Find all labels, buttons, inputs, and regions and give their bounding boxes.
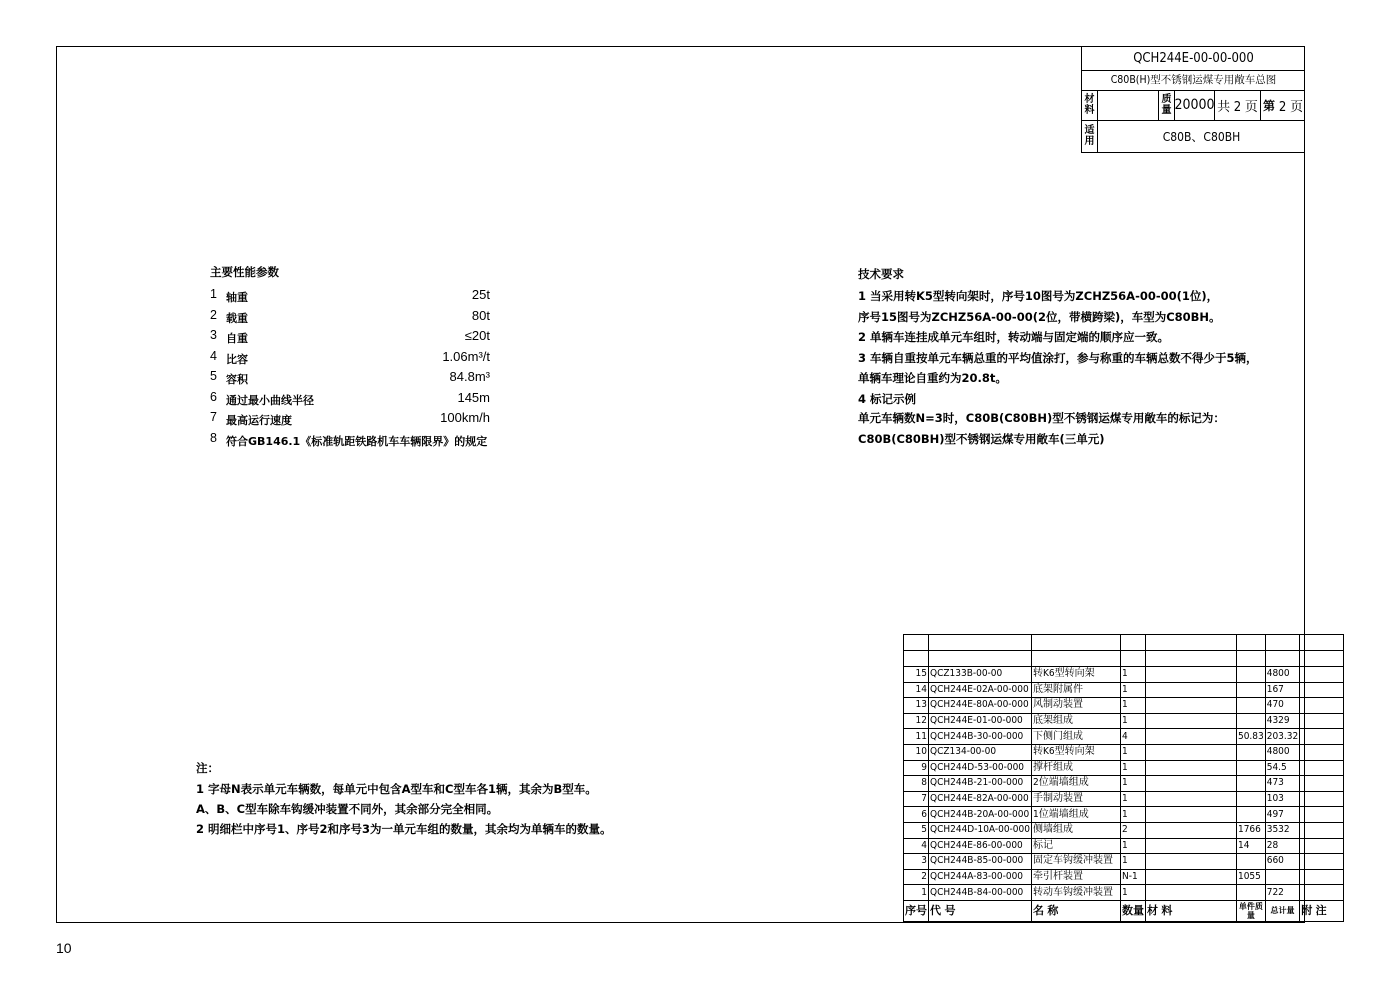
- table-cell: QCH244E-02A-00-000: [929, 682, 1032, 698]
- table-cell: 4: [1120, 729, 1145, 745]
- table-cell: [1300, 854, 1344, 870]
- table-cell: [1300, 682, 1344, 698]
- table-cell: [1265, 869, 1299, 885]
- table-row: [904, 667, 1344, 683]
- param-row: 8 符合GB146.1《标准轨距铁路机车车辆限界》的规定: [210, 430, 488, 448]
- table-cell: 11: [904, 729, 929, 745]
- table-cell: [1236, 713, 1265, 729]
- table-cell: 1055: [1236, 869, 1265, 885]
- table-cell: 牵引杆装置: [1031, 869, 1120, 885]
- table-header-cell: 序号: [904, 900, 929, 921]
- table-cell: 4329: [1265, 713, 1299, 729]
- table-cell: 1: [1120, 854, 1145, 870]
- table-cell: 4800: [1265, 744, 1299, 760]
- table-header-cell: 材 料: [1145, 900, 1236, 921]
- table-cell: [1236, 807, 1265, 823]
- table-cell: [1236, 682, 1265, 698]
- param-row: 6 通过最小曲线半径 145m: [210, 389, 490, 407]
- table-cell: [1145, 776, 1236, 792]
- table-cell: QCH244E-80A-00-000: [929, 698, 1032, 714]
- table-header-cell: 附 注: [1300, 900, 1344, 921]
- note-line: 1 字母N表示单元车辆数，每单元中包含A型车和C型车各1辆，其余为B型车。: [196, 782, 597, 796]
- table-row: [904, 651, 1344, 667]
- table-cell: 5: [904, 822, 929, 838]
- title-block-applies-row: [1082, 120, 1305, 152]
- table-header-cell: 代 号: [929, 900, 1032, 921]
- table-row: [904, 822, 1344, 838]
- table-cell: QCH244E-01-00-000: [929, 713, 1032, 729]
- table-cell: [1236, 885, 1265, 901]
- table-cell: 12: [904, 713, 929, 729]
- table-row: [904, 791, 1344, 807]
- table-cell: [1300, 885, 1344, 901]
- table-cell: 标记: [1031, 838, 1120, 854]
- param-row: 7 最高运行速度 100km/h: [210, 410, 490, 427]
- table-cell: QCH244B-21-00-000: [929, 776, 1032, 792]
- table-row: [904, 854, 1344, 870]
- table-cell: 1: [1120, 776, 1145, 792]
- tech-line: 序号15图号为ZCHZ56A-00-00(2位，带横跨梁)，车型为C80BH。: [858, 309, 1221, 324]
- table-cell: 1: [1120, 885, 1145, 901]
- table-cell: QCH244B-84-00-000: [929, 885, 1032, 901]
- table-cell: 15: [904, 667, 929, 683]
- params-heading: 主要性能参数: [210, 265, 279, 279]
- table-cell: [1300, 822, 1344, 838]
- table-cell: [1145, 682, 1236, 698]
- table-cell: QCH244D-53-00-000: [929, 760, 1032, 776]
- table-cell: 1: [1120, 838, 1145, 854]
- table-cell: 203.32: [1265, 729, 1299, 745]
- table-cell: 风制动装置: [1031, 698, 1120, 714]
- table-cell: [1236, 791, 1265, 807]
- table-cell: 1: [904, 885, 929, 901]
- table-cell: 转K6型转向架: [1031, 667, 1120, 683]
- table-cell: [1236, 776, 1265, 792]
- table-cell: 1: [1120, 698, 1145, 714]
- table-cell: [1300, 791, 1344, 807]
- table-cell: [1145, 885, 1236, 901]
- mass-label: 质量: [1161, 94, 1172, 116]
- table-cell: [1145, 838, 1236, 854]
- table-header-row: [904, 900, 1344, 921]
- table-cell: 14: [1236, 838, 1265, 854]
- table-cell: 50.83: [1236, 729, 1265, 745]
- sheet-no-label: 第: [1262, 98, 1275, 113]
- param-row: 5 容积 84.8m³: [210, 369, 490, 386]
- table-cell: [1236, 744, 1265, 760]
- tech-line: 1 当采用转K5型转向架时，序号10图号为ZCHZ56A-00-00(1位)，: [858, 289, 1219, 303]
- table-cell: [1300, 807, 1344, 823]
- drawing-number: QCH244E-00-00-000: [1082, 47, 1305, 71]
- table-cell: 1: [1120, 807, 1145, 823]
- tech-line: 3 车辆自重按单元车辆总重的平均值涂打，参与称重的车辆总数不得少于5辆，: [858, 350, 1258, 365]
- table-cell: 13: [904, 698, 929, 714]
- table-cell: QCH244B-30-00-000: [929, 729, 1032, 745]
- table-row: [904, 682, 1344, 698]
- table-header-cell: 总计量: [1265, 900, 1299, 921]
- tech-line: 单元车辆数N=3时，C80B(C80BH)型不锈钢运煤专用敞车的标记为：: [858, 411, 1225, 425]
- table-cell: 撑杆组成: [1031, 760, 1120, 776]
- table-cell: 手制动装置: [1031, 791, 1120, 807]
- table-cell: [1145, 713, 1236, 729]
- table-cell: QCZ134-00-00: [929, 744, 1032, 760]
- table-cell: 4800: [1265, 667, 1299, 683]
- table-cell: 54.5: [1265, 760, 1299, 776]
- table-cell: 侧墙组成: [1031, 822, 1120, 838]
- table-cell: 1: [1120, 713, 1145, 729]
- param-row: 2 载重 80t: [210, 307, 490, 325]
- table-cell: 14: [904, 682, 929, 698]
- table-cell: 1: [1120, 791, 1145, 807]
- table-cell: 2: [1120, 822, 1145, 838]
- mass-value: 20000: [1175, 90, 1215, 120]
- table-cell: 497: [1265, 807, 1299, 823]
- tech-line: C80B(C80BH)型不锈钢运煤专用敞车(三单元): [858, 432, 1105, 446]
- table-cell: 3532: [1265, 822, 1299, 838]
- notes-heading: 注：: [196, 761, 219, 775]
- table-cell: [1145, 791, 1236, 807]
- table-row: [904, 869, 1344, 885]
- param-row: 1 轴重 25t: [210, 287, 490, 304]
- table-cell: [1300, 838, 1344, 854]
- applies-value: C80B、C80BH: [1162, 129, 1241, 144]
- table-cell: [1300, 713, 1344, 729]
- table-cell: QCH244B-85-00-000: [929, 854, 1032, 870]
- table-cell: [1300, 698, 1344, 714]
- table-row: [904, 698, 1344, 714]
- table-row: [904, 635, 1344, 651]
- table-cell: QCH244D-10A-00-000: [929, 822, 1032, 838]
- table-cell: 470: [1265, 698, 1299, 714]
- tech-line: 单辆车理论自重约为20.8t。: [858, 371, 1007, 385]
- table-row: [904, 729, 1344, 745]
- table-cell: QCZ133B-00-00: [929, 667, 1032, 683]
- table-cell: 722: [1265, 885, 1299, 901]
- applies-label: 适用: [1084, 125, 1095, 147]
- table-cell: [1145, 854, 1236, 870]
- table-cell: 1: [1120, 682, 1145, 698]
- table-cell: [1145, 729, 1236, 745]
- table-cell: QCH244A-83-00-000: [929, 869, 1032, 885]
- table-cell: 103: [1265, 791, 1299, 807]
- table-cell: [1236, 698, 1265, 714]
- table-cell: [1145, 744, 1236, 760]
- table-cell: [1145, 807, 1236, 823]
- table-cell: N-1: [1120, 869, 1145, 885]
- material-value: [1098, 90, 1159, 120]
- note-line: 2 明细栏中序号1、序号2和序号3为一单元车组的数量，其余均为单辆车的数量。: [196, 822, 612, 836]
- table-cell: QCH244E-86-00-000: [929, 838, 1032, 854]
- table-cell: [1300, 667, 1344, 683]
- table-cell: 10: [904, 744, 929, 760]
- tech-line: 2 单辆车连挂成单元车组时，转动端与固定端的顺序应一致。: [858, 330, 1170, 344]
- table-header-cell: 名 称: [1031, 900, 1120, 921]
- table-cell: 2: [904, 869, 929, 885]
- table-row: [904, 744, 1344, 760]
- table-cell: QCH244E-82A-00-000: [929, 791, 1032, 807]
- table-cell: [1145, 698, 1236, 714]
- table-cell: 1: [1120, 667, 1145, 683]
- sheets-total: 共 2 页: [1215, 90, 1261, 120]
- table-row: [904, 776, 1344, 792]
- table-cell: [1300, 729, 1344, 745]
- table-cell: [1300, 776, 1344, 792]
- table-cell: 4: [904, 838, 929, 854]
- table-cell: [1300, 869, 1344, 885]
- parts-list-table: [903, 634, 1344, 922]
- table-cell: 167: [1265, 682, 1299, 698]
- material-label: 材料: [1084, 94, 1095, 116]
- table-header-cell: 单件质量: [1236, 900, 1265, 921]
- table-row: [904, 713, 1344, 729]
- table-cell: 28: [1265, 838, 1299, 854]
- table-cell: QCH244B-20A-00-000: [929, 807, 1032, 823]
- table-cell: 3: [904, 854, 929, 870]
- table-cell: [1145, 822, 1236, 838]
- title-block: [1081, 47, 1305, 153]
- table-row: [904, 885, 1344, 901]
- table-cell: [1300, 760, 1344, 776]
- table-cell: [1236, 667, 1265, 683]
- page-number: 10: [56, 940, 72, 956]
- table-cell: 7: [904, 791, 929, 807]
- note-line: A、B、C型车除车钩缓冲装置不同外，其余部分完全相同。: [196, 802, 499, 816]
- title-block-mass-row: [1082, 90, 1305, 121]
- table-row: [904, 838, 1344, 854]
- table-cell: 6: [904, 807, 929, 823]
- table-cell: [1300, 744, 1344, 760]
- table-cell: 2位端墙组成: [1031, 776, 1120, 792]
- table-cell: [1145, 869, 1236, 885]
- table-cell: [1236, 854, 1265, 870]
- table-cell: 9: [904, 760, 929, 776]
- tech-line: 4 标记示例: [858, 391, 917, 406]
- param-row: 4 比容 1.06m³/t: [210, 348, 490, 366]
- table-row: [904, 760, 1344, 776]
- table-cell: 1: [1120, 744, 1145, 760]
- table-cell: 底架附属件: [1031, 682, 1120, 698]
- table-cell: 固定车钩缓冲装置: [1031, 854, 1120, 870]
- table-cell: 1: [1120, 760, 1145, 776]
- tech-heading: 技术要求: [858, 267, 904, 281]
- table-header-cell: 数量: [1120, 900, 1145, 921]
- drawing-name: C80B(H)型不锈钢运煤专用敞车总图: [1082, 70, 1305, 91]
- table-cell: 1位端墙组成: [1031, 807, 1120, 823]
- table-cell: 底架组成: [1031, 713, 1120, 729]
- table-row: [904, 807, 1344, 823]
- table-cell: 1766: [1236, 822, 1265, 838]
- table-cell: [1145, 760, 1236, 776]
- param-row: 3 自重 ≤20t: [210, 328, 490, 345]
- table-cell: [1145, 667, 1236, 683]
- table-cell: 660: [1265, 854, 1299, 870]
- table-cell: [1236, 760, 1265, 776]
- sheet-no: 2 页: [1278, 99, 1304, 115]
- table-cell: 8: [904, 776, 929, 792]
- table-cell: 下侧门组成: [1031, 729, 1120, 745]
- table-cell: 转动车钩缓冲装置: [1031, 885, 1120, 901]
- table-cell: 转K6型转向架: [1031, 744, 1120, 760]
- table-cell: 473: [1265, 776, 1299, 792]
